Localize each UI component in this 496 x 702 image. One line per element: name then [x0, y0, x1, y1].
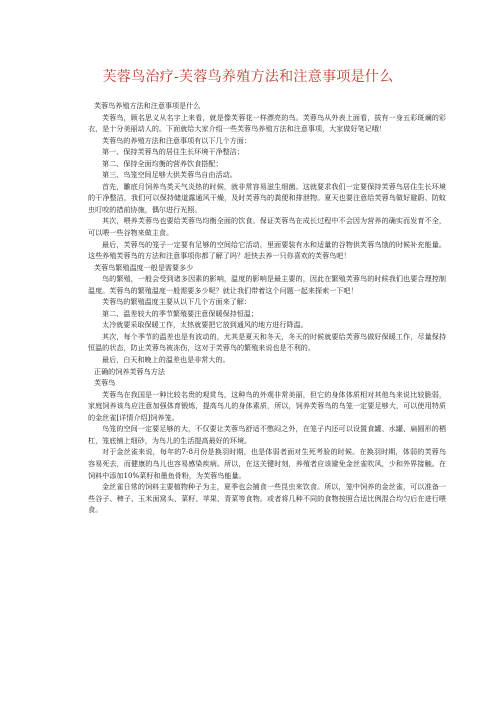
- section-heading: 芙蓉鸟: [94, 378, 116, 388]
- paragraph: 最后，白天和晚上的温差也是非常大的。: [102, 355, 230, 365]
- document-body: [88, 100, 446, 516]
- section-heading: 芙蓉鸟繁殖温度一般是需要多少: [94, 262, 194, 272]
- paragraph: 第二、温差较大的季节繁殖要注意保暖保持恒温；: [102, 308, 259, 318]
- document-title: 芙蓉鸟治疗-芙蓉鸟养殖方法和注意事项是什么: [102, 69, 394, 85]
- paragraph: 芙蓉鸟的繁殖温度主要从以下几个方面来了解：: [102, 297, 251, 307]
- paragraph: 金丝雀日常的饲料主要植物种子为主，夏季也会捕食一些昆虫来饮食。所以，笼中饲养的金丝雀，可以准备一些谷子、稗子、玉米面窝头、菜籽、苹果、青菜等食物。或者将几种不同的食物按照合适比例混合均匀后在进行喂食。: [88, 482, 446, 515]
- paragraph: 其次，每个季节的温差也是有波动的，尤其是夏天和冬天，冬天的时候就要给芙蓉鸟做好保暖工作，尽量保持恒温的状态，防止芙蓉鸟被冻伤，这对于芙蓉鸟的繁殖来说也是不利的。: [88, 331, 446, 353]
- paragraph: 芙蓉鸟在我国是一种比较名贵的观赏鸟，这种鸟的外观非常美丽，但它的身体体质相对其他鸟来说比较脆弱，家庭饲养该鸟应注意加强体育锻炼，提高鸟儿的身体素质，所以，饲养芙蓉鸟的鸟笼一定要足够大，可以使用特质的金丝雀[详情介绍]饲养笼。: [88, 389, 446, 422]
- paragraph: 第二、保持全面均衡的营养饮食搭配；: [102, 158, 223, 168]
- paragraph: 芙蓉鸟，顾名思义从名字上来看，就是像芙蓉花一样漂亮的鸟。芙蓉鸟从外表上面看，拔有一身五彩斑斓的彩衣，是十分美丽动人的。下面就给大家介绍一些芙蓉鸟养殖方法和注意事项，大家做好笔记哦！: [88, 112, 446, 134]
- paragraph: 首先，雛底月饲养鸟类天气炎热的时候，就非常容易滋生细菌。这就要求我们一定要保持芙蓉鸟居住生长环境的干净整洁，我们可以保持储道露通风干燥，及时芙蓉鸟的粪便和排泄物。夏天也要注意给芙蓉鸟做好避蔚、防蚊虫叮咬的措前协施，偶尔进行光照。: [88, 181, 446, 214]
- paragraph: 对于金丝雀来说，每年的7-8月份是换羽时期，也是体弱者面对生死考验的时候。在换羽时期，体弱的芙蓉鸟容易死去，而健康的鸟儿也容易感染疾病。所以，在这关键时刻，养殖者应该避免金丝雀吹风，少和外界接触。在饲料中添加10%菜籽和墨鱼骨粉，为芙蓉鸟能量。: [88, 447, 446, 480]
- paragraph: 鸟笼的空间一定要足够的大，不仅要让芙蓉鸟舒适不憋闷之外，在笼子内还可以设置食罐、水罐、扁圆形的栖杠，笼底铺上细砂，为鸟儿的生活提高最好的环境。: [88, 424, 446, 445]
- paragraph: 其次，喂养芙蓉鸟也要给芙蓉鸟均衡全面的饮食。保证芙蓉鸟在成长过程中不会因为营养的确实而发育不全，可以喂一些谷物来做主食。: [88, 216, 446, 238]
- section-heading: 正确的饲养芙蓉鸟方法: [94, 366, 165, 376]
- paragraph: 最后，芙蓉鸟的笼子一定要有足够的空间给它活动，里面要装有水和适量的谷物供芙蓉鸟饿的时候补充能量。这些养殖芙蓉鸟的方法和注意事项你都了解了吗？赶快去养一只你喜欢的芙蓉鸟吧！: [88, 239, 446, 261]
- paragraph: 第三、鸟笼空间足够大供芙蓉鸟自由活动。: [102, 170, 237, 180]
- paragraph: 芙蓉鸟养殖方法和注意事项是什么: [94, 101, 201, 110]
- paragraph: 鸟的繁殖，一般会受到诸多因素的影响，温度的影响是最主要的，因此在繁殖芙蓉鸟的时候我们也要合理控制温度。芙蓉鸟的繁殖温度一般需要多少呢？就让我们带着这个问题一起来探索一下吧！: [88, 274, 446, 295]
- paragraph: 太冷就要采取保暖工作，太热就要把它放到通风的地方进行降温。: [102, 320, 308, 330]
- paragraph: 第一、保持芙蓉鸟的居住生长环境干净整洁；: [102, 147, 244, 157]
- paragraph: 芙蓉鸟的养殖方法和注意事项有以下几个方面：: [102, 135, 251, 145]
